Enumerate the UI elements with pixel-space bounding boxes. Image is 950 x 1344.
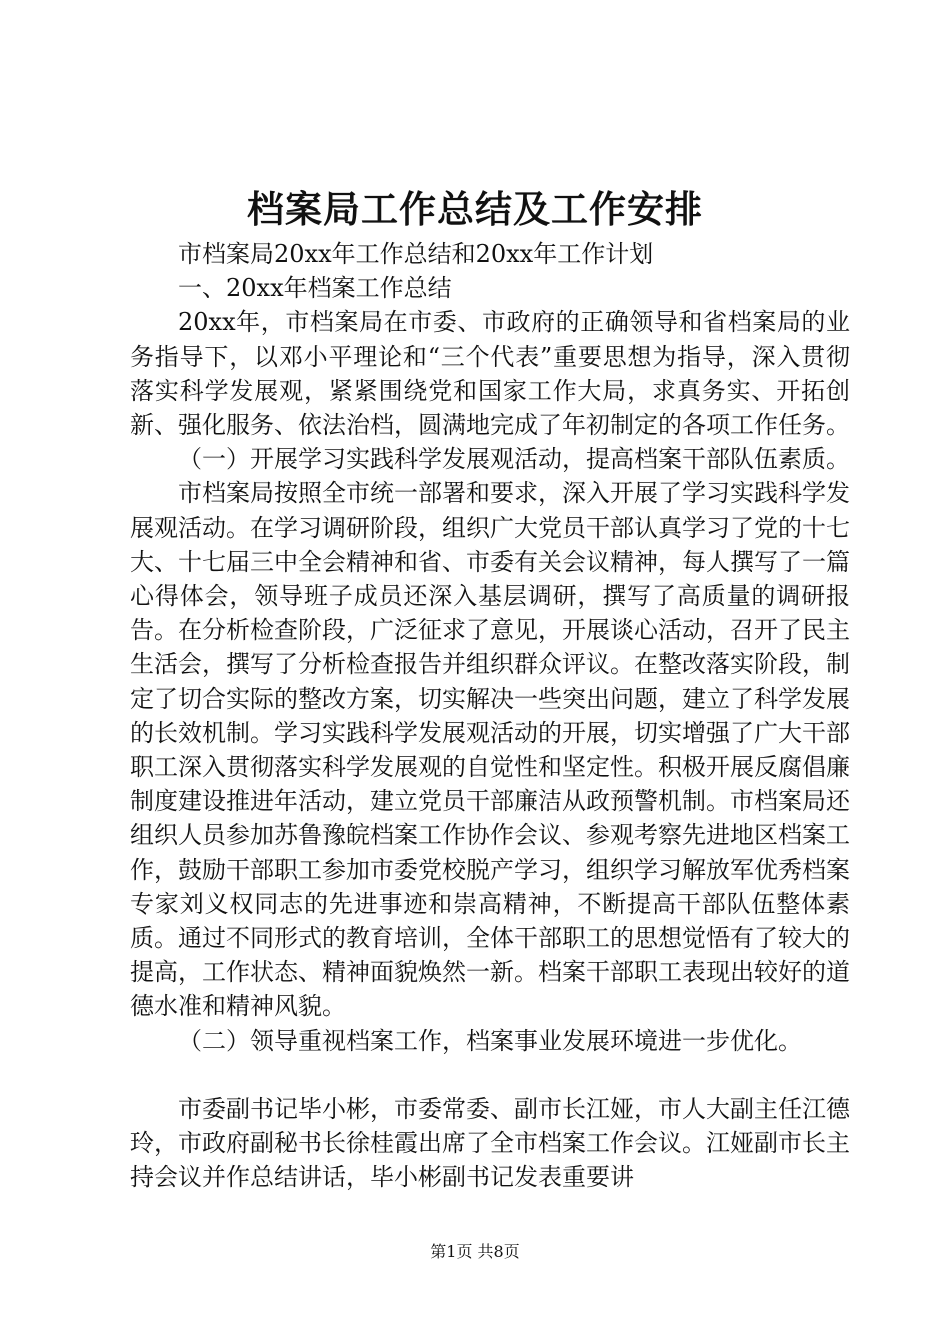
document-body [130, 237, 850, 1194]
document-title: 档案局工作总结及工作安排 [247, 188, 703, 231]
section-heading: 一、20xx年档案工作总结 [178, 274, 452, 303]
subsection-heading: （一）开展学习实践科学发展观活动，提高档案干部队伍素质。 [178, 445, 850, 474]
body-paragraph: 市档案局按照全市统一部署和要求，深入开展了学习实践科学发展观活动。在学习调研阶段，组织广大党员干部认真学习了党的十七大、十七届三中全会精神和省、市委有关会议精神，每人撰写了一篇心得体会，领导班子成员还深入基层调研，撰写了高质量的调研报告。在分析检查阶段，广泛征求了意见，开展谈心活动，召开了民主生活会，撰写了分析检查报告并组织群众评议。在整改落实阶段，制定了切合实际的整改方案，切实解决一些突出问题，建立了科学发展的长效机制。学习实践科学发展观活动的开展，切实增强了广大干部职工深入贯彻落实科学发展观的自觉性和坚定性。积极开展反腐倡廉制度建设推进年活动，建立党员干部廉洁从政预警机制。市档案局还组织人员参加苏鲁豫皖档案工作协作会议、参观考察先进地区档案工作，鼓励干部职工参加市委党校脱产学习，组织学习解放军优秀档案专家刘义权同志的先进事迹和崇高精神，不断提高干部队伍整体素质。通过不同形式的教育培训，全体干部职工的思想觉悟有了较大的提高，工作状态、精神面貌焕然一新。档案干部职工表现出较好的道德水准和精神风貌。 [130, 479, 850, 1021]
subsection-heading: （二）领导重视档案工作，档案事业发展环境进一步优化。 [178, 1026, 802, 1055]
page-footer: 第1页 共8页 [430, 1242, 520, 1261]
body-paragraph: 市委副书记毕小彬，市委常委、副市长江娅，市人大副主任江德玲，市政府副秘书长徐桂霞出席了全市档案工作会议。江娅副市长主持会议并作总结讲话，毕小彬副书记发表重要讲 [130, 1094, 850, 1192]
subtitle-line: 市档案局20xx年工作总结和20xx年工作计划 [178, 240, 654, 268]
body-paragraph: 20xx年，市档案局在市委、市政府的正确领导和省档案局的业务指导下，以邓小平理论和“三个代表”重要思想为指导，深入贯彻落实科学发展观，紧紧围绕党和国家工作大局，求真务实、开拓创新、强化服务、依法治档，圆满地完成了年初制定的各项工作任务。 [130, 308, 850, 440]
